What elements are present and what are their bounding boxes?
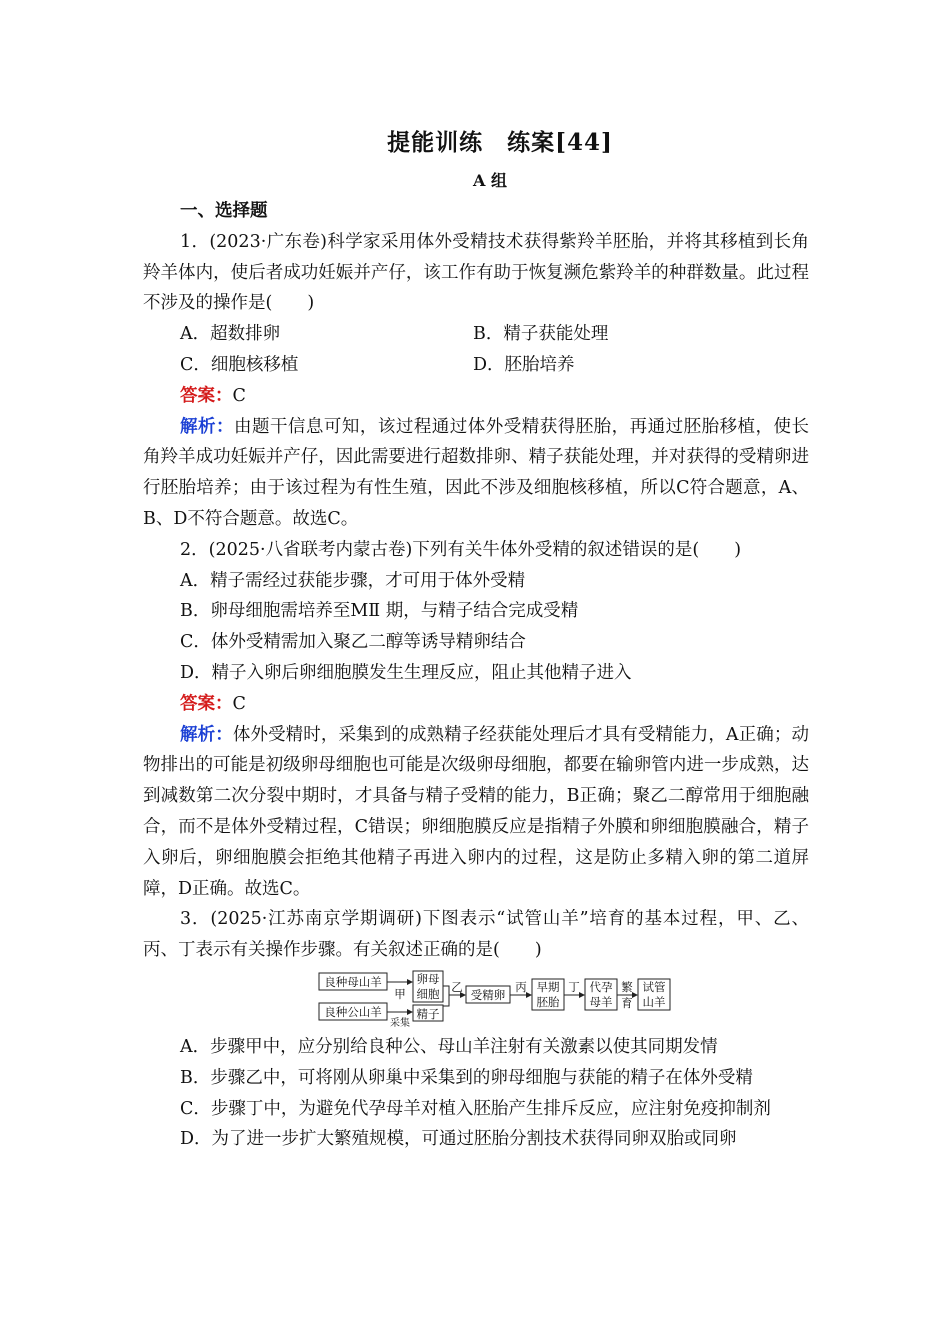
breed-label-2: 育 [621, 995, 633, 1010]
question-3-option-c: C．步骤丁中，为避免代孕母羊对植入胚胎产生排斥反应，应注射免疫抑制剂 [180, 1098, 771, 1119]
question-1-stem: 1．(2023·广东卷)科学家采用体外受精技术获得紫羚羊胚胎，并将其移植到长角羚羊体内，使后者成功妊娠并产仔，该工作有助于恢复濒危紫羚羊的种群数量。此过程不涉及的操作是( ) [143, 231, 809, 314]
sperm-label: 精子 [416, 1006, 440, 1021]
question-1-option-c: C．细胞核移植 [180, 354, 299, 375]
step-bing-label: 丙 [515, 979, 527, 994]
question-3-option-a: A．步骤甲中，应分别给良种公、母山羊注射有关激素以使其同期发情 [180, 1036, 718, 1057]
male-goat-label: 良种公山羊 [324, 1004, 382, 1019]
question-3-option-d: D．为了进一步扩大繁殖规模，可通过胚胎分割技术获得同卵双胎或同卵 [180, 1129, 737, 1150]
question-2-option-c: C．体外受精需加入聚乙二醇等诱导精卵结合 [180, 632, 526, 653]
surrogate-label-1: 代孕 [589, 979, 613, 994]
oocyte-label-2: 细胞 [416, 986, 440, 1001]
answer-value: C [232, 693, 246, 714]
question-1-options-row-2 [143, 350, 809, 381]
breed-label-1: 繁 [621, 979, 633, 994]
process-diagram [143, 970, 809, 1030]
question-1-analysis [143, 412, 809, 535]
early-embryo-label-1: 早期 [536, 979, 560, 994]
page-title: 提能训练 练案[44] [387, 129, 613, 156]
question-1-option-a: A．超数排卵 [180, 324, 281, 345]
question-2-option-a: A．精子需经过获能步骤，才可用于体外受精 [180, 570, 526, 591]
zygote-label: 受精卵 [470, 987, 506, 1002]
step-jia-label: 甲 [394, 986, 406, 1001]
question-2-option-b: B．卵母细胞需培养至MⅡ 期，与精子结合完成受精 [180, 601, 579, 622]
result-label-2: 山羊 [642, 994, 666, 1009]
analysis-text: 体外受精时，采集到的成熟精子经获能处理后才具有受精能力，A正确；动物排出的可能是初级卵母细胞也可能是次级卵母细胞，都要在输卵管内进一步成熟，达到减数第二次分裂中期时，才具备与精子受精的能力，B正确；聚乙二醇常用于细胞融合，而不是体外受精过程，C错误；卵细胞膜反应是指精子外膜和卵细胞膜融合，精子入卵后，卵细胞膜会拒绝其他精子再进入卵内的过程，这是防止多精入卵的第二道屏障，D正确。故选C。 [143, 724, 810, 899]
process-diagram-svg [318, 970, 678, 1030]
question-3-stem: 3．(2025·江苏南京学期调研)下图表示“试管山羊”培育的基本过程，甲、乙、丙、丁表示有关操作步骤。有关叙述正确的是( ) [143, 909, 809, 961]
step-caiji-label: 采集 [390, 1017, 410, 1029]
surrogate-label-2: 母羊 [589, 994, 613, 1009]
question-1-option-b: B．精子获能处理 [473, 324, 609, 345]
question-2-stem: 2．(2025·八省联考内蒙古卷)下列有关牛体外受精的叙述错误的是( ) [180, 539, 742, 560]
oocyte-label-1: 卵母 [416, 971, 440, 986]
question-1-option-d: D．胚胎培养 [473, 354, 575, 375]
analysis-text: 由题干信息可知，该过程通过体外受精获得胚胎，再通过胚胎移植，使长角羚羊成功妊娠并产仔，因此需要进行超数排卵、精子获能处理，并对获得的受精卵进行胚胎培养；由于该过程为有性生殖，因此不涉及细胞核移植，所以C符合题意，A、B、D不符合题意。故选C。 [143, 416, 810, 529]
answer-label: 答案： [180, 385, 233, 406]
question-content [143, 196, 809, 1155]
early-embryo-label-2: 胚胎 [536, 994, 560, 1009]
question-3-option-b: B．步骤乙中，可将刚从卵巢中采集到的卵母细胞与获能的精子在体外受精 [180, 1067, 753, 1088]
step-ding-label: 丁 [568, 979, 580, 994]
analysis-label: 解析： [180, 724, 233, 745]
question-1-options-row-1 [143, 319, 809, 350]
question-1-answer [143, 381, 809, 412]
question-2-analysis [143, 720, 809, 905]
group-label: A 组 [473, 171, 507, 190]
step-yi-label: 乙 [451, 979, 463, 994]
section-heading: 一、选择题 [180, 201, 268, 221]
question-2-answer [143, 689, 809, 720]
female-goat-label: 良种母山羊 [324, 974, 382, 989]
result-label-1: 试管 [642, 979, 666, 994]
answer-value: C [232, 385, 246, 406]
analysis-label: 解析： [180, 416, 234, 437]
question-2-option-d: D．精子入卵后卵细胞膜发生生理反应，阻止其他精子进入 [180, 662, 632, 683]
answer-label: 答案： [180, 693, 233, 714]
